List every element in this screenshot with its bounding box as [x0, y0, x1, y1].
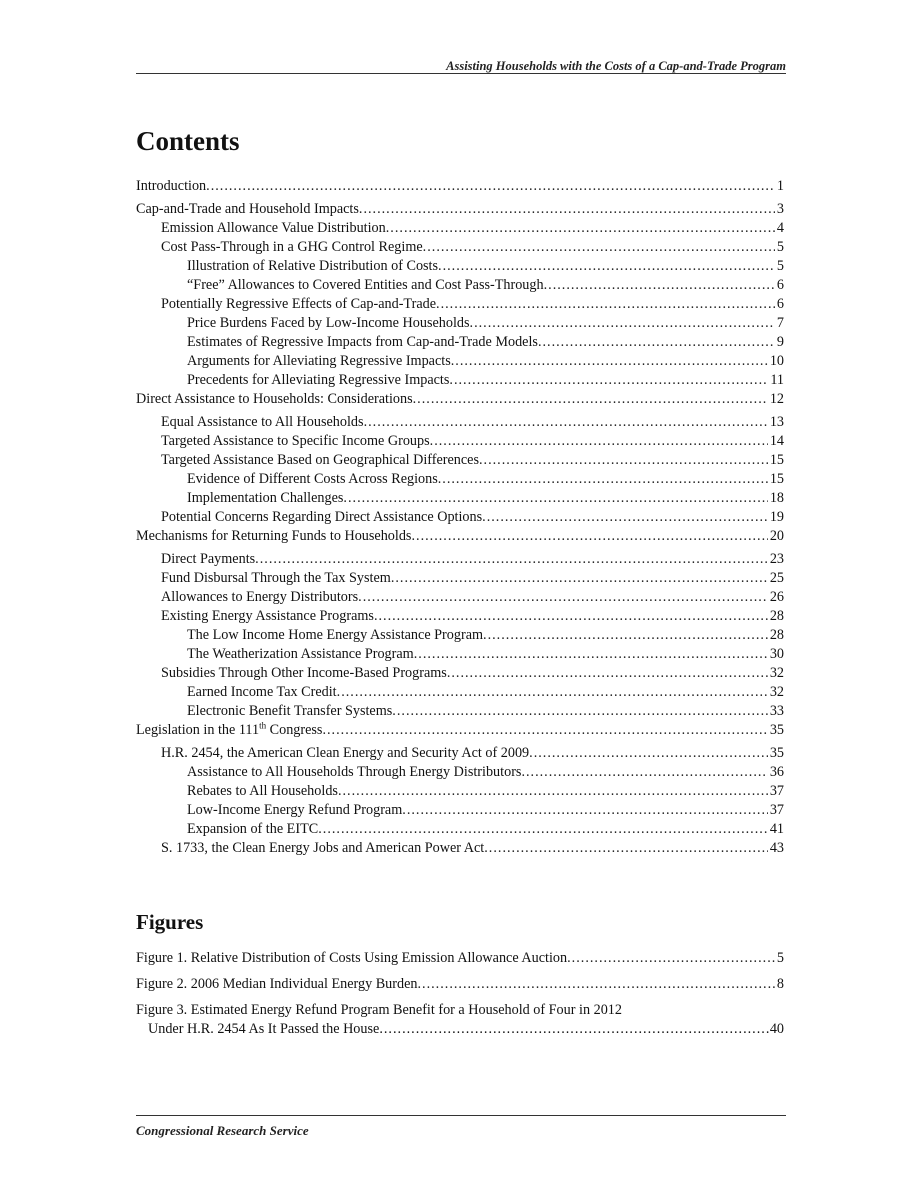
toc-entry-title: Assistance to All Households Through Energy Distributors	[187, 764, 522, 780]
toc-entry[interactable]	[136, 508, 784, 527]
page-footer	[136, 1115, 786, 1140]
toc-entry[interactable]	[136, 702, 784, 721]
toc-entry[interactable]	[136, 588, 784, 607]
toc-page-number: 43	[769, 840, 784, 856]
toc-page-number: 5	[776, 239, 784, 255]
figure-entry-title-continued: Under H.R. 2454 As It Passed the House	[148, 1021, 380, 1037]
toc-entry[interactable]	[136, 219, 784, 238]
dot-leader	[392, 702, 768, 721]
dot-leader	[423, 238, 775, 257]
toc-entry[interactable]	[136, 820, 784, 839]
toc-entry-title: Introduction	[136, 178, 207, 194]
toc-page-number: 6	[776, 277, 784, 293]
dot-leader	[206, 177, 775, 196]
toc-page-number: 41	[769, 821, 784, 837]
dot-leader	[343, 489, 767, 508]
toc-page-number: 19	[769, 509, 784, 525]
dot-leader	[449, 371, 768, 390]
toc-entry-title: Existing Energy Assistance Programs	[161, 608, 374, 624]
dot-leader	[436, 295, 775, 314]
running-header	[136, 57, 786, 74]
dot-leader	[544, 276, 775, 295]
toc-entry-title: Arguments for Alleviating Regressive Impacts	[187, 353, 451, 369]
dot-leader	[417, 975, 774, 994]
figure-entry[interactable]	[136, 949, 784, 968]
dot-leader	[379, 1020, 769, 1039]
figure-entry-title: Figure 1. Relative Distribution of Costs Using Emission Allowance Auction	[136, 950, 568, 966]
toc-entry-title: Cap-and-Trade and Household Impacts	[136, 201, 359, 217]
toc-entry[interactable]	[136, 782, 784, 801]
toc-entry[interactable]	[136, 664, 784, 683]
dot-leader	[322, 721, 767, 740]
toc-entry-title: Low-Income Energy Refund Program	[187, 802, 403, 818]
dot-leader	[337, 683, 768, 702]
toc-page-number: 32	[769, 665, 784, 681]
toc-page-number: 14	[769, 433, 784, 449]
dot-leader	[402, 801, 768, 820]
toc-entry[interactable]	[136, 489, 784, 508]
toc-entry[interactable]	[136, 801, 784, 820]
toc-entry[interactable]	[136, 607, 784, 626]
dot-leader	[391, 569, 768, 588]
toc-page-number: 11	[770, 372, 784, 388]
toc-entry-title: Direct Payments	[161, 551, 256, 567]
toc-page-number: 20	[769, 528, 784, 544]
list-of-figures	[136, 949, 784, 1046]
toc-entry-title: Potentially Regressive Effects of Cap-and-Trade	[161, 296, 437, 312]
toc-page-number: 15	[769, 471, 784, 487]
dot-leader	[255, 550, 768, 569]
toc-entry[interactable]	[136, 371, 784, 390]
toc-entry[interactable]	[136, 451, 784, 470]
toc-entry-title: The Low Income Home Energy Assistance Program	[187, 627, 484, 643]
toc-page-number: 33	[769, 703, 784, 719]
toc-page-number: 28	[769, 627, 784, 643]
toc-entry-title: H.R. 2454, the American Clean Energy and Security Act of 2009	[161, 745, 530, 761]
toc-entry-title: Mechanisms for Returning Funds to Households	[136, 528, 412, 544]
ordinal-superscript: th	[259, 720, 267, 731]
figures-heading: Figures	[136, 910, 204, 934]
dot-leader	[567, 949, 775, 968]
dot-leader	[483, 626, 768, 645]
figure-entry[interactable]	[136, 1001, 784, 1039]
toc-entry-title: Earned Income Tax Credit	[187, 684, 337, 700]
toc-page-number: 37	[769, 783, 784, 799]
toc-page-number: 35	[769, 722, 784, 738]
toc-entry-title: Fund Disbursal Through the Tax System	[161, 570, 391, 586]
figure-entry-title: Figure 3. Estimated Energy Refund Program Benefit for a Household of Four in 2012	[136, 1002, 622, 1018]
toc-entry[interactable]	[136, 683, 784, 702]
toc-entry-title: Precedents for Alleviating Regressive Impacts	[187, 372, 450, 388]
toc-entry-title: Electronic Benefit Transfer Systems	[187, 703, 393, 719]
toc-page-number: 26	[769, 589, 784, 605]
footer-source: Congressional Research Service	[136, 1123, 309, 1138]
toc-page-number: 35	[769, 745, 784, 761]
toc-entry-title: Evidence of Different Costs Across Regions	[187, 471, 438, 487]
toc-page-number: 36	[769, 764, 784, 780]
toc-entry-title-part: Legislation in the 111	[136, 722, 260, 738]
toc-entry-title: Targeted Assistance to Specific Income Groups	[161, 433, 430, 449]
toc-page-number: 30	[769, 646, 784, 662]
toc-page-number: 9	[776, 334, 784, 350]
toc-entry[interactable]	[136, 352, 784, 371]
toc-entry[interactable]	[136, 295, 784, 314]
toc-entry-title: Estimates of Regressive Impacts from Cap-and-Trade Models	[187, 334, 538, 350]
toc-entry[interactable]	[136, 390, 784, 409]
toc-entry[interactable]	[136, 257, 784, 276]
table-of-contents	[136, 177, 784, 858]
toc-page-number: 13	[769, 414, 784, 430]
toc-page-number: 4	[776, 220, 784, 236]
dot-leader	[470, 314, 775, 333]
dot-leader	[413, 390, 768, 409]
toc-page-number: 5	[776, 258, 784, 274]
toc-page-number: 37	[769, 802, 784, 818]
toc-entry[interactable]	[136, 626, 784, 645]
toc-entry[interactable]	[136, 645, 784, 664]
toc-entry[interactable]	[136, 276, 784, 295]
toc-page-number: 12	[769, 391, 784, 407]
figure-page-number: 8	[776, 976, 784, 992]
dot-leader	[359, 200, 775, 219]
toc-entry[interactable]	[136, 470, 784, 489]
dot-leader	[521, 763, 767, 782]
toc-page-number: 1	[776, 178, 784, 194]
toc-page-number: 7	[776, 315, 784, 331]
dot-leader	[451, 352, 768, 371]
toc-entry[interactable]	[136, 721, 784, 740]
toc-page-number: 10	[769, 353, 784, 369]
dot-leader	[374, 607, 768, 626]
figure-page-number: 40	[769, 1021, 784, 1037]
toc-page-number: 25	[769, 570, 784, 586]
toc-entry-title: Equal Assistance to All Households	[161, 414, 364, 430]
toc-entry[interactable]	[136, 177, 784, 196]
toc-entry[interactable]	[136, 238, 784, 257]
toc-page-number: 28	[769, 608, 784, 624]
toc-entry-title: Rebates to All Households	[187, 783, 338, 799]
dot-leader	[482, 508, 768, 527]
figure-entry-title: Figure 2. 2006 Median Individual Energy Burden	[136, 976, 418, 992]
figure-entry[interactable]	[136, 975, 784, 994]
toc-entry-title: Emission Allowance Value Distribution	[161, 220, 386, 236]
dot-leader	[438, 257, 775, 276]
dot-leader	[430, 432, 768, 451]
toc-entry-title: S. 1733, the Clean Energy Jobs and American Power Act	[161, 840, 485, 856]
toc-entry-title-part: Congress	[266, 722, 323, 738]
toc-page-number: 3	[776, 201, 784, 217]
toc-entry-title: Targeted Assistance Based on Geographical Differences	[161, 452, 479, 468]
figure-page-number: 5	[776, 950, 784, 966]
toc-page-number: 15	[769, 452, 784, 468]
dot-leader	[411, 527, 767, 546]
dot-leader	[484, 839, 768, 858]
toc-page-number: 32	[769, 684, 784, 700]
dot-leader	[414, 645, 768, 664]
toc-entry[interactable]	[136, 550, 784, 569]
toc-entry-title: Price Burdens Faced by Low-Income Households	[187, 315, 470, 331]
toc-entry-title: “Free” Allowances to Covered Entities and Cost Pass-Through	[187, 277, 544, 293]
toc-entry[interactable]	[136, 314, 784, 333]
toc-entry-title: Allowances to Energy Distributors	[161, 589, 359, 605]
toc-entry-title: Illustration of Relative Distribution of Costs	[187, 258, 439, 274]
toc-entry[interactable]	[136, 200, 784, 219]
toc-entry[interactable]	[136, 432, 784, 451]
toc-entry[interactable]	[136, 744, 784, 763]
toc-entry-title: The Weatherization Assistance Program	[187, 646, 414, 662]
toc-entry[interactable]	[136, 763, 784, 782]
dot-leader	[386, 219, 775, 238]
toc-entry[interactable]	[136, 569, 784, 588]
contents-heading: Contents	[136, 126, 240, 156]
toc-entry-title	[136, 721, 322, 740]
dot-leader	[338, 782, 768, 801]
toc-entry-title: Cost Pass-Through in a GHG Control Regime	[161, 239, 423, 255]
running-title: Assisting Households with the Costs of a Cap-and-Trade Program	[446, 59, 786, 73]
toc-entry-title: Implementation Challenges	[187, 490, 344, 506]
toc-entry-title: Potential Concerns Regarding Direct Assistance Options	[161, 509, 483, 525]
dot-leader	[529, 744, 768, 763]
toc-entry-title: Subsidies Through Other Income-Based Programs	[161, 665, 447, 681]
toc-entry-title: Expansion of the EITC	[187, 821, 319, 837]
toc-entry[interactable]	[136, 527, 784, 546]
dot-leader	[438, 470, 768, 489]
dot-leader	[358, 588, 768, 607]
dot-leader	[538, 333, 775, 352]
dot-leader	[318, 820, 768, 839]
dot-leader	[364, 413, 768, 432]
toc-page-number: 23	[769, 551, 784, 567]
toc-page-number: 18	[769, 490, 784, 506]
toc-entry[interactable]	[136, 839, 784, 858]
toc-page-number: 6	[776, 296, 784, 312]
dot-leader	[479, 451, 768, 470]
toc-entry-title: Direct Assistance to Households: Considerations	[136, 391, 413, 407]
dot-leader	[447, 664, 768, 683]
toc-entry[interactable]	[136, 333, 784, 352]
toc-entry[interactable]	[136, 413, 784, 432]
